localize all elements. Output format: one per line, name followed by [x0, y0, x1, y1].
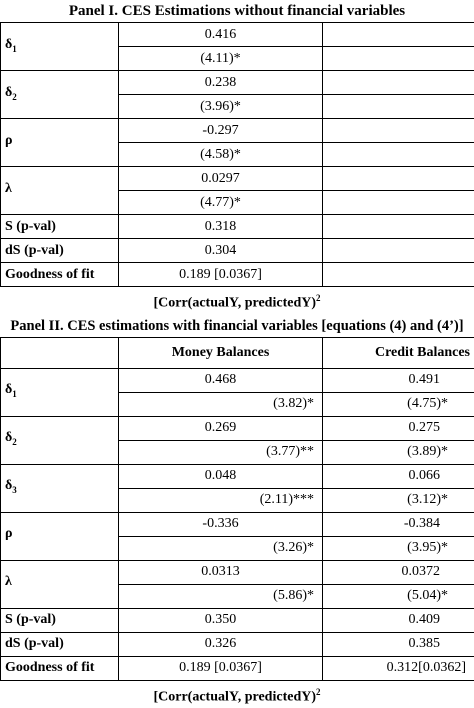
credit-stat: 0.312[0.0362]: [323, 656, 474, 680]
credit-estimate: 0.491: [323, 368, 474, 392]
money-stat: 0.189 [0.0367]: [119, 656, 323, 680]
row-subscript: 1: [12, 43, 17, 53]
row-label: [1, 512, 119, 560]
stat-value: 0.304: [119, 239, 323, 263]
table-row: [1, 656, 474, 680]
credit-tstat: (3.89)*: [323, 440, 474, 464]
panel1-note: [0, 287, 474, 315]
empty-cell: [323, 23, 474, 47]
row-label: S (p-val): [1, 215, 119, 239]
row-label: [1, 416, 119, 464]
money-tstat: (5.86)*: [119, 584, 323, 608]
credit-tstat: (5.04)*: [323, 584, 474, 608]
table-row: [1, 119, 474, 143]
estimate-value: 0.416: [119, 23, 323, 47]
tstat-value: (3.96)*: [119, 95, 323, 119]
row-label: [1, 71, 119, 119]
row-symbol: δ: [5, 478, 12, 493]
money-stat: 0.326: [119, 632, 323, 656]
table-row: [1, 239, 474, 263]
row-symbol: λ: [5, 574, 12, 589]
row-label: [1, 23, 119, 71]
row-label: S (p-val): [1, 608, 119, 632]
empty-cell: [323, 167, 474, 191]
table-row: [1, 23, 474, 47]
money-estimate: -0.336: [119, 512, 323, 536]
panel1-note-text: [Corr(actualY, predictedY): [153, 296, 316, 311]
panel2-table: [0, 337, 474, 681]
credit-estimate: 0.275: [323, 416, 474, 440]
table-row: [1, 215, 474, 239]
row-subscript: 2: [12, 437, 17, 447]
empty-cell: [323, 143, 474, 167]
panel2-header-empty: [1, 337, 119, 368]
table-row: [1, 632, 474, 656]
empty-cell: [323, 239, 474, 263]
table-row: [1, 368, 474, 392]
empty-cell: [323, 47, 474, 71]
money-stat: 0.350: [119, 608, 323, 632]
table-row: [1, 416, 474, 440]
credit-stat: 0.385: [323, 632, 474, 656]
credit-estimate: 0.066: [323, 464, 474, 488]
empty-cell: [323, 95, 474, 119]
row-symbol: λ: [5, 181, 12, 196]
panel2-note: [0, 681, 474, 708]
row-label: dS (p-val): [1, 239, 119, 263]
row-label: [1, 464, 119, 512]
estimate-value: 0.238: [119, 71, 323, 95]
money-estimate: 0.269: [119, 416, 323, 440]
row-subscript: 1: [12, 389, 17, 399]
empty-cell: [323, 191, 474, 215]
table-row: [1, 71, 474, 95]
panel2-col-money: Money Balances: [119, 337, 323, 368]
row-label: [1, 167, 119, 215]
row-symbol: δ: [5, 85, 12, 100]
empty-cell: [323, 119, 474, 143]
empty-cell: [323, 71, 474, 95]
money-estimate: 0.048: [119, 464, 323, 488]
table-row: [1, 263, 474, 287]
row-subscript: 2: [12, 91, 17, 101]
row-symbol: ρ: [5, 526, 13, 541]
row-label: dS (p-val): [1, 632, 119, 656]
panel2-note-sup: 2: [316, 687, 321, 697]
panel2-title: Panel II. CES estimations with financial variables [equations (4) and (4’)]: [0, 315, 474, 337]
money-tstat: (3.26)*: [119, 536, 323, 560]
credit-estimate: 0.0372: [323, 560, 474, 584]
tstat-value: (4.77)*: [119, 191, 323, 215]
row-subscript: 3: [12, 485, 17, 495]
table-row: [1, 608, 474, 632]
panel1-note-sup: 2: [316, 293, 321, 303]
stat-value: 0.318: [119, 215, 323, 239]
row-symbol: δ: [5, 430, 12, 445]
table-row: [1, 167, 474, 191]
money-tstat: (2.11)***: [119, 488, 323, 512]
table-row: [1, 464, 474, 488]
credit-tstat: (3.12)*: [323, 488, 474, 512]
panel2-note-text: [Corr(actualY, predictedY): [153, 689, 316, 704]
tstat-value: (4.58)*: [119, 143, 323, 167]
row-symbol: δ: [5, 382, 12, 397]
empty-cell: [323, 215, 474, 239]
table-row: [1, 560, 474, 584]
money-tstat: (3.77)**: [119, 440, 323, 464]
credit-estimate: -0.384: [323, 512, 474, 536]
stat-value: 0.189 [0.0367]: [119, 263, 323, 287]
panel2-header-row: [1, 337, 474, 368]
row-symbol: ρ: [5, 133, 13, 148]
panel1-table: [0, 22, 474, 287]
estimate-value: -0.297: [119, 119, 323, 143]
row-label: [1, 368, 119, 416]
row-label: Goodness of fit: [1, 263, 119, 287]
panel2-col-credit: Credit Balances: [323, 337, 474, 368]
table-row: [1, 512, 474, 536]
row-label: Goodness of fit: [1, 656, 119, 680]
estimate-value: 0.0297: [119, 167, 323, 191]
row-label: [1, 119, 119, 167]
money-tstat: (3.82)*: [119, 392, 323, 416]
money-estimate: 0.0313: [119, 560, 323, 584]
row-label: [1, 560, 119, 608]
row-symbol: δ: [5, 37, 12, 52]
credit-stat: 0.409: [323, 608, 474, 632]
credit-tstat: (4.75)*: [323, 392, 474, 416]
money-estimate: 0.468: [119, 368, 323, 392]
empty-cell: [323, 263, 474, 287]
panel1-title: Panel I. CES Estimations without financial variables: [0, 0, 474, 22]
tstat-value: (4.11)*: [119, 47, 323, 71]
credit-tstat: (3.95)*: [323, 536, 474, 560]
